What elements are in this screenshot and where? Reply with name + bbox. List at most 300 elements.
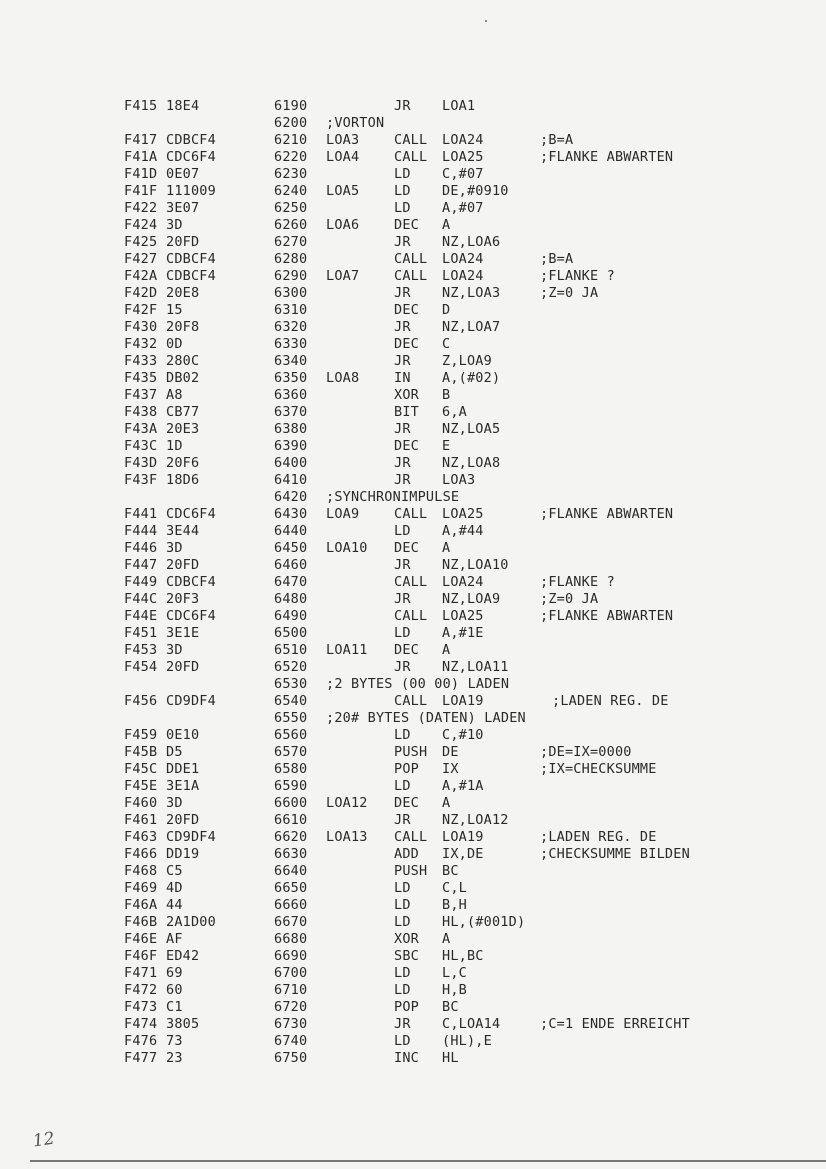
line-number: 6610	[274, 812, 308, 828]
mnemonic: LD	[394, 625, 411, 641]
label: ;2 BYTES (00 00) LADEN	[326, 676, 510, 692]
mnemonic: JR	[394, 319, 411, 335]
mnemonic: JR	[394, 591, 411, 607]
address: F447	[124, 557, 158, 573]
address: F43A	[124, 421, 158, 437]
comment: ;Z=0 JA	[540, 285, 599, 301]
operand: A,#07	[442, 200, 484, 216]
mnemonic: LD	[394, 1033, 411, 1049]
machine-code: 3805	[166, 1016, 200, 1032]
operand: HL,BC	[442, 948, 484, 964]
operand: A,(#02)	[442, 370, 501, 386]
mnemonic: XOR	[394, 387, 419, 403]
address: F438	[124, 404, 158, 420]
operand: HL,(#001D)	[442, 914, 526, 930]
line-number: 6520	[274, 659, 308, 675]
address: F446	[124, 540, 158, 556]
machine-code: A8	[166, 387, 183, 403]
line-number: 6440	[274, 523, 308, 539]
bottom-rule	[30, 1160, 826, 1162]
operand: A	[442, 795, 451, 811]
line-number: 6700	[274, 965, 308, 981]
address: F41A	[124, 149, 158, 165]
line-number: 6750	[274, 1050, 308, 1066]
operand: NZ,LOA3	[442, 285, 501, 301]
address: F430	[124, 319, 158, 335]
address: F46F	[124, 948, 158, 964]
line-number: 6490	[274, 608, 308, 624]
mnemonic: ADD	[394, 846, 419, 862]
address: F45B	[124, 744, 158, 760]
machine-code: 44	[166, 897, 183, 913]
mnemonic: LD	[394, 727, 411, 743]
comment: ;FLANKE ?	[540, 268, 615, 284]
machine-code: 1D	[166, 438, 183, 454]
machine-code: 20E8	[166, 285, 200, 301]
line-number: 6200	[274, 115, 308, 131]
label: LOA4	[326, 149, 360, 165]
operand: B	[442, 387, 451, 403]
comment: ;CHECKSUMME BILDEN	[540, 846, 690, 862]
address: F453	[124, 642, 158, 658]
operand: BC	[442, 863, 459, 879]
operand: NZ,LOA11	[442, 659, 509, 675]
address: F463	[124, 829, 158, 845]
address: F46E	[124, 931, 158, 947]
operand: LOA19	[442, 829, 484, 845]
mnemonic: PUSH	[394, 863, 428, 879]
line-number: 6290	[274, 268, 308, 284]
operand: LOA25	[442, 608, 484, 624]
mnemonic: LD	[394, 166, 411, 182]
address: F449	[124, 574, 158, 590]
mnemonic: JR	[394, 659, 411, 675]
operand: DE	[442, 744, 459, 760]
machine-code: CDBCF4	[166, 574, 216, 590]
line-number: 6560	[274, 727, 308, 743]
line-number: 6390	[274, 438, 308, 454]
mnemonic: BIT	[394, 404, 419, 420]
address: F43C	[124, 438, 158, 454]
mnemonic: JR	[394, 98, 411, 114]
mnemonic: CALL	[394, 149, 428, 165]
mnemonic: DEC	[394, 795, 419, 811]
address: F45E	[124, 778, 158, 794]
address: F427	[124, 251, 158, 267]
operand: LOA24	[442, 574, 484, 590]
line-number: 6480	[274, 591, 308, 607]
mnemonic: PUSH	[394, 744, 428, 760]
address: F424	[124, 217, 158, 233]
operand: C,L	[442, 880, 467, 896]
label: LOA9	[326, 506, 360, 522]
address: F42A	[124, 268, 158, 284]
address: F477	[124, 1050, 158, 1066]
operand: A	[442, 931, 451, 947]
machine-code: 18E4	[166, 98, 200, 114]
address: F451	[124, 625, 158, 641]
line-number: 6320	[274, 319, 308, 335]
page-number: 12	[31, 1128, 56, 1152]
address: F41D	[124, 166, 158, 182]
line-number: 6230	[274, 166, 308, 182]
address: F417	[124, 132, 158, 148]
operand: NZ,LOA12	[442, 812, 509, 828]
operand: Z,LOA9	[442, 353, 492, 369]
line-number: 6570	[274, 744, 308, 760]
machine-code: 20F6	[166, 455, 200, 471]
mnemonic: LD	[394, 200, 411, 216]
line-number: 6720	[274, 999, 308, 1015]
machine-code: DB02	[166, 370, 200, 386]
mnemonic: LD	[394, 982, 411, 998]
comment: ;FLANKE ABWARTEN	[540, 506, 674, 522]
line-number: 6590	[274, 778, 308, 794]
mnemonic: JR	[394, 421, 411, 437]
mnemonic: DEC	[394, 540, 419, 556]
line-number: 6730	[274, 1016, 308, 1032]
address: F43D	[124, 455, 158, 471]
address: F425	[124, 234, 158, 250]
mnemonic: JR	[394, 234, 411, 250]
operand: NZ,LOA5	[442, 421, 501, 437]
line-number: 6190	[274, 98, 308, 114]
label: LOA5	[326, 183, 360, 199]
line-number: 6210	[274, 132, 308, 148]
machine-code: CD9DF4	[166, 829, 216, 845]
mnemonic: POP	[394, 999, 419, 1015]
mnemonic: JR	[394, 353, 411, 369]
comment: ;FLANKE ABWARTEN	[540, 608, 674, 624]
machine-code: D5	[166, 744, 183, 760]
address: F42F	[124, 302, 158, 318]
label: LOA13	[326, 829, 368, 845]
mnemonic: INC	[394, 1050, 419, 1066]
operand: A,#1A	[442, 778, 484, 794]
mnemonic: LD	[394, 880, 411, 896]
operand: IX	[442, 761, 459, 777]
machine-code: 3D	[166, 217, 183, 233]
comment: ;FLANKE ABWARTEN	[540, 149, 674, 165]
mnemonic: JR	[394, 557, 411, 573]
comment: ;C=1 ENDE ERREICHT	[540, 1016, 690, 1032]
mnemonic: CALL	[394, 608, 428, 624]
line-number: 6690	[274, 948, 308, 964]
mnemonic: CALL	[394, 132, 428, 148]
mnemonic: DEC	[394, 642, 419, 658]
line-number: 6450	[274, 540, 308, 556]
machine-code: 2A1D00	[166, 914, 216, 930]
operand: LOA25	[442, 149, 484, 165]
mnemonic: CALL	[394, 693, 428, 709]
machine-code: 3D	[166, 795, 183, 811]
machine-code: 0E07	[166, 166, 200, 182]
operand: NZ,LOA7	[442, 319, 501, 335]
address: F42D	[124, 285, 158, 301]
address: F456	[124, 693, 158, 709]
address: F45C	[124, 761, 158, 777]
machine-code: 20E3	[166, 421, 200, 437]
address: F433	[124, 353, 158, 369]
address: F435	[124, 370, 158, 386]
mnemonic: IN	[394, 370, 411, 386]
operand: NZ,LOA10	[442, 557, 509, 573]
line-number: 6710	[274, 982, 308, 998]
comment: ;DE=IX=0000	[540, 744, 632, 760]
address: F415	[124, 98, 158, 114]
address: F437	[124, 387, 158, 403]
mnemonic: CALL	[394, 829, 428, 845]
machine-code: 20FD	[166, 234, 200, 250]
machine-code: 20F3	[166, 591, 200, 607]
operand: A,#1E	[442, 625, 484, 641]
label: LOA3	[326, 132, 360, 148]
mnemonic: CALL	[394, 506, 428, 522]
operand: A,#44	[442, 523, 484, 539]
mnemonic: LD	[394, 897, 411, 913]
operand: NZ,LOA9	[442, 591, 501, 607]
line-number: 6330	[274, 336, 308, 352]
mnemonic: LD	[394, 914, 411, 930]
machine-code: 111009	[166, 183, 216, 199]
label: ;VORTON	[326, 115, 385, 131]
machine-code: CDBCF4	[166, 268, 216, 284]
comment: ;B=A	[540, 132, 574, 148]
machine-code: 3D	[166, 642, 183, 658]
address: F466	[124, 846, 158, 862]
machine-code: 280C	[166, 353, 200, 369]
line-number: 6640	[274, 863, 308, 879]
line-number: 6260	[274, 217, 308, 233]
line-number: 6470	[274, 574, 308, 590]
machine-code: 3E1E	[166, 625, 200, 641]
line-number: 6360	[274, 387, 308, 403]
machine-code: 3E07	[166, 200, 200, 216]
line-number: 6460	[274, 557, 308, 573]
line-number: 6280	[274, 251, 308, 267]
machine-code: AF	[166, 931, 183, 947]
mnemonic: DEC	[394, 217, 419, 233]
address: F469	[124, 880, 158, 896]
machine-code: C1	[166, 999, 183, 1015]
label: ;SYNCHRONIMPULSE	[326, 489, 460, 505]
address: F422	[124, 200, 158, 216]
operand: LOA19	[442, 693, 484, 709]
comment: ;LADEN REG. DE	[540, 829, 657, 845]
operand: LOA3	[442, 472, 476, 488]
mnemonic: SBC	[394, 948, 419, 964]
operand: LOA25	[442, 506, 484, 522]
line-number: 6310	[274, 302, 308, 318]
line-number: 6650	[274, 880, 308, 896]
mnemonic: DEC	[394, 302, 419, 318]
mnemonic: JR	[394, 1016, 411, 1032]
operand: LOA24	[442, 132, 484, 148]
machine-code: 60	[166, 982, 183, 998]
mnemonic: CALL	[394, 268, 428, 284]
address: F444	[124, 523, 158, 539]
line-number: 6600	[274, 795, 308, 811]
comment: ;IX=CHECKSUMME	[540, 761, 657, 777]
line-number: 6420	[274, 489, 308, 505]
address: F474	[124, 1016, 158, 1032]
machine-code: 20FD	[166, 812, 200, 828]
operand: 6,A	[442, 404, 467, 420]
machine-code: DDE1	[166, 761, 200, 777]
operand: IX,DE	[442, 846, 484, 862]
operand: C	[442, 336, 451, 352]
mnemonic: DEC	[394, 336, 419, 352]
machine-code: 69	[166, 965, 183, 981]
operand: C,#10	[442, 727, 484, 743]
label: LOA7	[326, 268, 360, 284]
operand: NZ,LOA8	[442, 455, 501, 471]
comment: ;FLANKE ?	[540, 574, 615, 590]
comment: ;Z=0 JA	[540, 591, 599, 607]
machine-code: 73	[166, 1033, 183, 1049]
line-number: 6500	[274, 625, 308, 641]
label: LOA8	[326, 370, 360, 386]
mnemonic: CALL	[394, 574, 428, 590]
address: F441	[124, 506, 158, 522]
line-number: 6530	[274, 676, 308, 692]
address: F476	[124, 1033, 158, 1049]
line-number: 6660	[274, 897, 308, 913]
operand: E	[442, 438, 451, 454]
line-number: 6250	[274, 200, 308, 216]
machine-code: 4D	[166, 880, 183, 896]
operand: NZ,LOA6	[442, 234, 501, 250]
machine-code: 3D	[166, 540, 183, 556]
line-number: 6380	[274, 421, 308, 437]
address: F43F	[124, 472, 158, 488]
operand: C,LOA14	[442, 1016, 501, 1032]
operand: BC	[442, 999, 459, 1015]
operand: A	[442, 540, 451, 556]
machine-code: CB77	[166, 404, 200, 420]
machine-code: ED42	[166, 948, 200, 964]
line-number: 6670	[274, 914, 308, 930]
machine-code: 20FD	[166, 557, 200, 573]
mnemonic: POP	[394, 761, 419, 777]
address: F472	[124, 982, 158, 998]
operand: (HL),E	[442, 1033, 492, 1049]
mnemonic: CALL	[394, 251, 428, 267]
mnemonic: XOR	[394, 931, 419, 947]
mnemonic: JR	[394, 455, 411, 471]
address: F468	[124, 863, 158, 879]
operand: DE,#0910	[442, 183, 509, 199]
address: F461	[124, 812, 158, 828]
address: F41F	[124, 183, 158, 199]
line-number: 6410	[274, 472, 308, 488]
operand: LOA24	[442, 251, 484, 267]
machine-code: 15	[166, 302, 183, 318]
label: LOA12	[326, 795, 368, 811]
label: ;20# BYTES (DATEN) LADEN	[326, 710, 526, 726]
line-number: 6270	[274, 234, 308, 250]
line-number: 6740	[274, 1033, 308, 1049]
machine-code: 18D6	[166, 472, 200, 488]
line-number: 6630	[274, 846, 308, 862]
operand: LOA1	[442, 98, 476, 114]
mnemonic: JR	[394, 285, 411, 301]
mnemonic: LD	[394, 965, 411, 981]
label: LOA6	[326, 217, 360, 233]
machine-code: C5	[166, 863, 183, 879]
address: F460	[124, 795, 158, 811]
machine-code: CDC6F4	[166, 608, 216, 624]
line-number: 6240	[274, 183, 308, 199]
mnemonic: LD	[394, 183, 411, 199]
operand: B,H	[442, 897, 467, 913]
machine-code: 20FD	[166, 659, 200, 675]
machine-code: DD19	[166, 846, 200, 862]
address: F44E	[124, 608, 158, 624]
paper-speck	[485, 20, 487, 22]
machine-code: CDBCF4	[166, 132, 216, 148]
line-number: 6580	[274, 761, 308, 777]
address: F432	[124, 336, 158, 352]
operand: D	[442, 302, 451, 318]
operand: LOA24	[442, 268, 484, 284]
address: F44C	[124, 591, 158, 607]
line-number: 6340	[274, 353, 308, 369]
machine-code: 0E10	[166, 727, 200, 743]
comment: ;LADEN REG. DE	[552, 693, 669, 709]
machine-code: 3E44	[166, 523, 200, 539]
line-number: 6300	[274, 285, 308, 301]
operand: H,B	[442, 982, 467, 998]
address: F473	[124, 999, 158, 1015]
mnemonic: LD	[394, 523, 411, 539]
machine-code: CDC6F4	[166, 149, 216, 165]
label: LOA10	[326, 540, 368, 556]
line-number: 6350	[274, 370, 308, 386]
machine-code: CDBCF4	[166, 251, 216, 267]
operand: L,C	[442, 965, 467, 981]
mnemonic: DEC	[394, 438, 419, 454]
machine-code: 0D	[166, 336, 183, 352]
comment: ;B=A	[540, 251, 574, 267]
label: LOA11	[326, 642, 368, 658]
line-number: 6550	[274, 710, 308, 726]
line-number: 6510	[274, 642, 308, 658]
operand: A	[442, 217, 451, 233]
line-number: 6400	[274, 455, 308, 471]
machine-code: 20F8	[166, 319, 200, 335]
machine-code: 3E1A	[166, 778, 200, 794]
machine-code: CD9DF4	[166, 693, 216, 709]
line-number: 6430	[274, 506, 308, 522]
address: F46A	[124, 897, 158, 913]
line-number: 6680	[274, 931, 308, 947]
operand: C,#07	[442, 166, 484, 182]
line-number: 6540	[274, 693, 308, 709]
line-number: 6370	[274, 404, 308, 420]
address: F454	[124, 659, 158, 675]
machine-code: CDC6F4	[166, 506, 216, 522]
address: F459	[124, 727, 158, 743]
operand: HL	[442, 1050, 459, 1066]
mnemonic: JR	[394, 812, 411, 828]
mnemonic: JR	[394, 472, 411, 488]
line-number: 6620	[274, 829, 308, 845]
line-number: 6220	[274, 149, 308, 165]
address: F471	[124, 965, 158, 981]
mnemonic: LD	[394, 778, 411, 794]
operand: A	[442, 642, 451, 658]
